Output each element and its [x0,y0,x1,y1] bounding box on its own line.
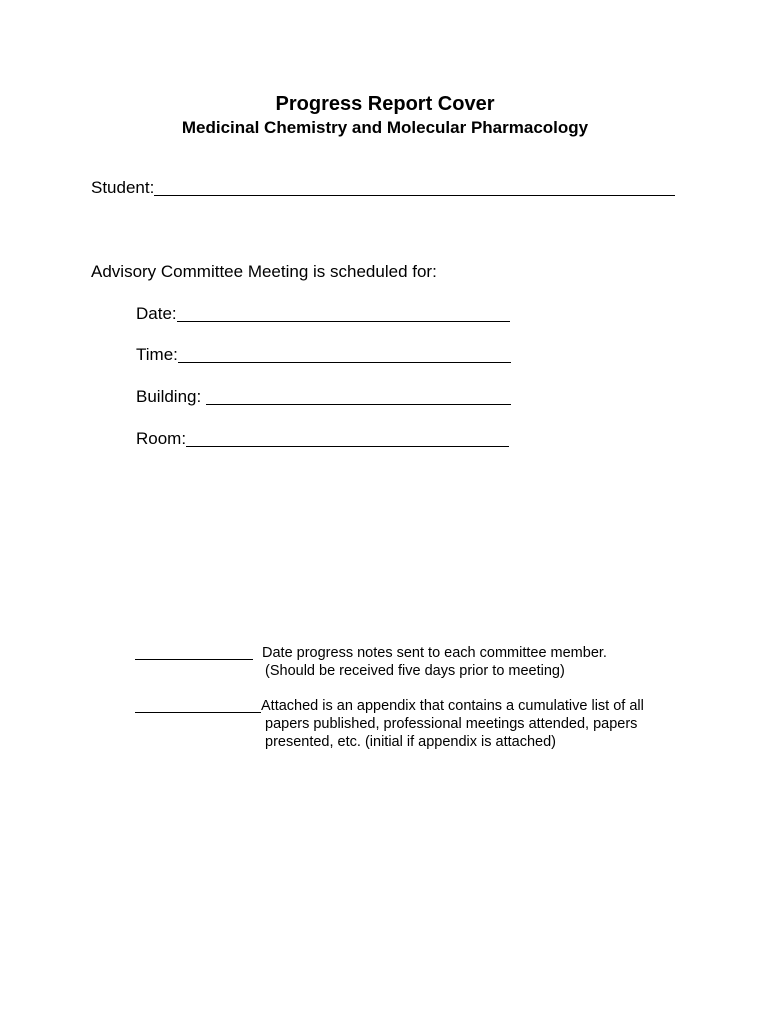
date-label: Date: [136,304,177,323]
student-input-line[interactable] [154,194,675,196]
page-subtitle: Medicinal Chemistry and Molecular Pharmacology [181,118,589,137]
building-label: Building: [136,387,202,406]
page-title: Progress Report Cover [275,93,495,115]
building-field[interactable] [136,387,511,407]
appendix-text-line2: papers published, professional meetings attended, papers [265,716,638,732]
notes-text-line1: Date progress notes sent to each committee member. [262,645,607,661]
student-label: Student: [91,178,155,197]
room-field[interactable] [136,429,509,449]
notes-initial-line[interactable] [135,659,253,660]
date-input-line[interactable] [177,320,510,322]
student-field[interactable] [91,178,675,198]
room-input-line[interactable] [186,445,509,447]
time-field[interactable] [136,345,511,365]
room-label: Room: [136,429,187,448]
building-input-line[interactable] [206,403,511,405]
time-input-line[interactable] [178,361,511,363]
appendix-text-line3: presented, etc. (initial if appendix is attached) [265,734,556,750]
time-label: Time: [136,345,178,364]
meeting-intro-text: Advisory Committee Meeting is scheduled for: [91,262,437,281]
appendix-initial-line[interactable] [135,712,261,713]
notes-text-line2: (Should be received five days prior to meeting) [265,663,565,679]
appendix-text-line1: Attached is an appendix that contains a cumulative list of all [261,698,644,714]
date-field[interactable] [136,304,510,324]
